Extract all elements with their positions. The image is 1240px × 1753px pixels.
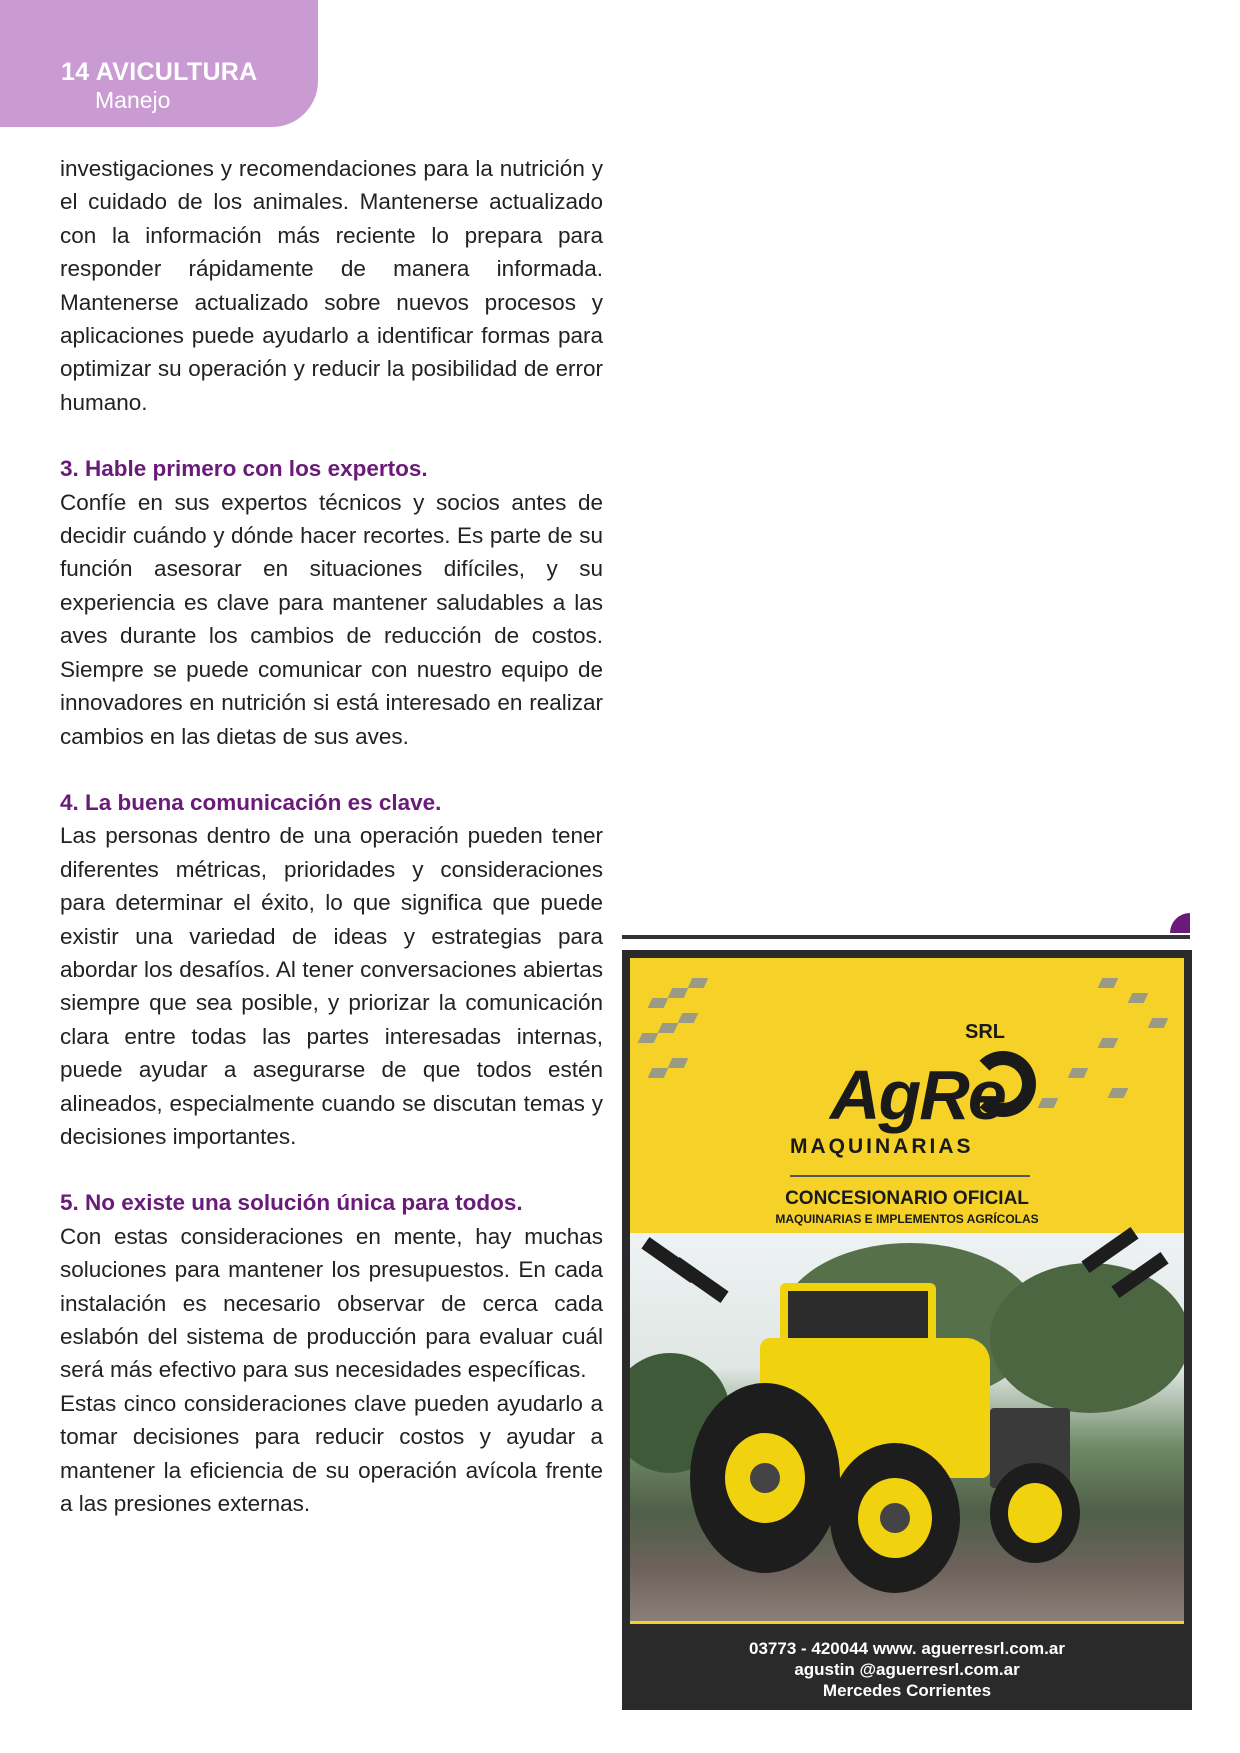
corner-mark bbox=[1170, 913, 1190, 933]
conclusion-paragraph: Estas cinco consideraciones clave pueden ayudarlo a tomar decisiones para reducir costos y ayudar a mantener la eficiencia de su operación avícola frente a las presiones externas. bbox=[60, 1390, 603, 1517]
ad-top-rule bbox=[622, 935, 1190, 939]
intro-paragraph: investigaciones y recomendaciones para la nutrición y el cuidado de los animales. Mantenerse actualizado con la información más reciente lo prepara para responder rápidamente de manera informada. Mantenerse actualizado sobre nuevos procesos y aplicaciones puede ayudarlo a identificar formas para optimizar su operación y reducir la posibilidad de error humano. bbox=[60, 156, 603, 415]
logo-divider bbox=[790, 1175, 1030, 1177]
ad-tagline: CONCESIONARIO OFICIAL bbox=[785, 1188, 1029, 1209]
ad-email: agustin @aguerresrl.com.ar bbox=[794, 1660, 1020, 1679]
section-3-body: Confíe en sus expertos técnicos y socios antes de decidir cuándo y dónde hacer recortes. Es parte de su función asesorar en situaciones difíciles, y su experiencia es clave para mantener saludables a las aves durante los cambios de reducción de costos. Siempre se puede comunicar con nuestro equipo de innovadores en nutrición si está interesado en realizar cambios en las dietas de sus aves. bbox=[60, 489, 603, 749]
section-tab bbox=[0, 0, 318, 127]
section-title: 14 AVICULTURA bbox=[61, 58, 258, 86]
ad-phone-web: 03773 - 420044 www. aguerresrl.com.ar bbox=[749, 1639, 1065, 1658]
agre-logo bbox=[790, 1013, 1040, 1173]
section-3-heading: 3. Hable primero con los expertos. bbox=[60, 456, 428, 482]
section-4-body: Las personas dentro de una operación pueden tener diferentes métricas, prioridades y consideraciones para determinar el éxito, lo que significa que puede existir una variedad de ideas y estrategias para abordar los desafíos. Al tener conversaciones abiertas siempre que sea posible, y priorizar la comunicación clara entre todas las partes interesadas internas, puede ayudar a asegurarse de que todos estén alineados, especialmente cuando se discutan temas y decisiones importantes. bbox=[60, 823, 603, 1149]
logo-brand: AgRe bbox=[830, 1056, 1005, 1134]
ad-yellow-panel bbox=[630, 958, 1184, 1233]
section-subtitle: Manejo bbox=[95, 87, 171, 113]
section-4-heading: 4. La buena comunicación es clave. bbox=[60, 789, 442, 815]
section-5-heading: 5. No existe una solución única para todos. bbox=[60, 1190, 523, 1216]
advertisement bbox=[622, 950, 1192, 1710]
logo-srl: SRL bbox=[965, 1021, 1005, 1043]
ad-contact bbox=[630, 1621, 1184, 1702]
logo-maquinarias: MAQUINARIAS bbox=[790, 1135, 974, 1158]
ad-subtagline: MAQUINARIAS E IMPLEMENTOS AGRÍCOLAS bbox=[775, 1212, 1039, 1226]
section-5-body: Con estas consideraciones en mente, hay muchas soluciones para mantener los presupuestos. En cada instalación es necesario observar de cerca cada eslabón del sistema de producción para evaluar cuál será más efectivo para sus necesidades específicas. bbox=[60, 1223, 603, 1383]
tractor-photo bbox=[630, 1233, 1184, 1621]
article-column bbox=[60, 152, 603, 1520]
ad-location: Mercedes Corrientes bbox=[822, 1681, 992, 1700]
